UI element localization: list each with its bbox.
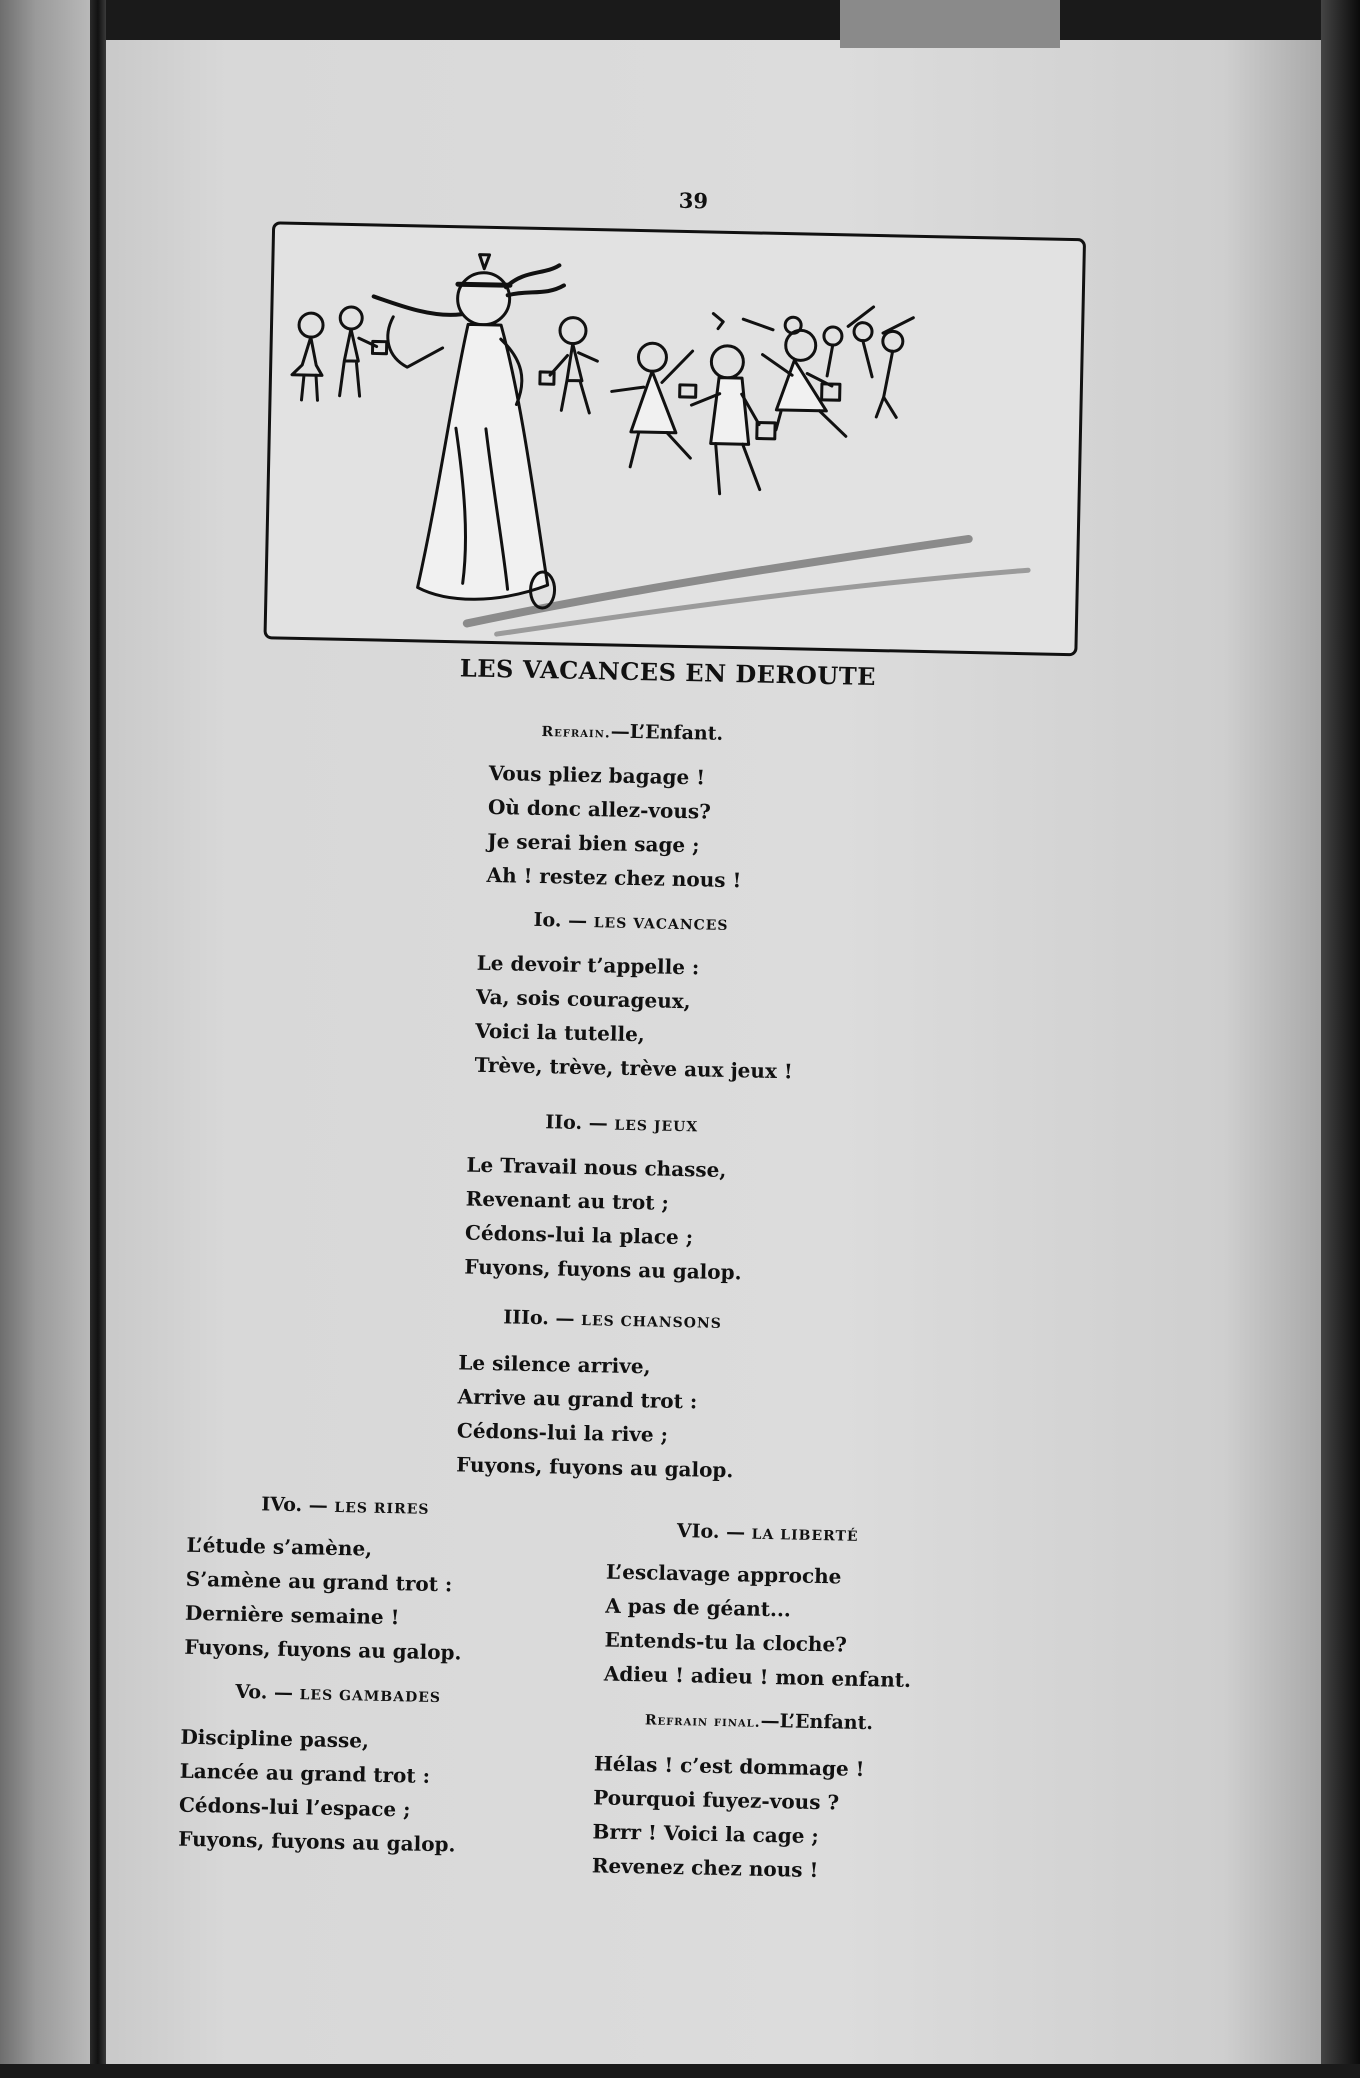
- stanza-heading-6: [677, 1520, 859, 1546]
- stanza-number: VIo. —: [676, 1520, 752, 1544]
- verse-line: Pourquoi fuyez-vous ?: [593, 1785, 840, 1815]
- verse-line: S’amène au grand trot :: [185, 1566, 453, 1597]
- stanza-heading-4: [261, 1493, 430, 1519]
- stanza-1: [474, 946, 795, 1089]
- verse-line: L’esclavage approche: [605, 1559, 842, 1589]
- illustration-drawing: [267, 224, 1083, 653]
- verse-line: Va, sois courageux,: [475, 984, 691, 1014]
- refrain-heading: [541, 719, 723, 745]
- stanza-name: LES CHANSONS: [580, 1313, 723, 1332]
- stanza-name: LES JEUX: [614, 1117, 699, 1136]
- stanza-heading-1: [533, 909, 728, 935]
- verse-line: Adieu ! adieu ! mon enfant.: [603, 1661, 912, 1692]
- stanza-number: IIIo. —: [503, 1306, 582, 1330]
- verse-line: Voici la tutelle,: [475, 1018, 646, 1047]
- verse-line: Fuyons, fuyons au galop.: [455, 1452, 734, 1483]
- verse-line: Cédons-lui la rive ;: [456, 1418, 669, 1447]
- verse-line: Revenant au trot ;: [465, 1186, 670, 1215]
- verse-line: Lancée au grand trot :: [179, 1758, 431, 1788]
- page-number: 39: [678, 187, 709, 214]
- final-refrain-label: Refrain final.: [644, 1712, 761, 1731]
- final-refrain-speaker: —L’Enfant.: [760, 1709, 874, 1735]
- verse-line: Je serai bien sage ;: [487, 828, 700, 858]
- stanza-name: LA LIBERTÉ: [751, 1526, 859, 1545]
- stanza-3: [456, 1345, 736, 1487]
- stanza-name: LES VACANCES: [593, 915, 729, 934]
- verse-line: Discipline passe,: [180, 1724, 370, 1753]
- verse-line: Fuyons, fuyons au galop.: [464, 1254, 742, 1285]
- poem-title: LES VACANCES EN DEROUTE: [459, 653, 877, 692]
- stanza-2: [464, 1148, 744, 1290]
- stanza-number: IVo. —: [261, 1493, 335, 1517]
- verse-line: Trève, trève, trève aux jeux !: [474, 1052, 793, 1084]
- stanza-number: IIo. —: [545, 1111, 615, 1135]
- verse-line: L’étude s’amène,: [186, 1532, 373, 1561]
- stanza-5: [178, 1720, 458, 1862]
- final-refrain-heading: [645, 1707, 874, 1734]
- stanza-heading-2: [545, 1111, 698, 1136]
- verse-line: Vous pliez bagage !: [488, 760, 706, 790]
- verse-line: Dernière semaine !: [184, 1600, 400, 1630]
- refrain-speaker: —L’Enfant.: [610, 720, 724, 745]
- stanza-number: Vo. —: [235, 1680, 300, 1705]
- stanza-heading-5: [235, 1681, 441, 1707]
- verse-line: Le silence arrive,: [458, 1350, 651, 1379]
- refrain-label: Refrain.: [541, 724, 611, 742]
- stanza-name: LES RIRES: [334, 1499, 430, 1518]
- verse-line: Cédons-lui l’espace ;: [178, 1792, 411, 1822]
- stanza-heading-3: [503, 1306, 722, 1333]
- verse-line: A pas de géant...: [605, 1593, 792, 1622]
- verse-line: Le devoir t’appelle :: [476, 950, 700, 980]
- verse-line: Arrive au grand trot :: [457, 1384, 698, 1414]
- verse-line: Brrr ! Voici la cage ;: [592, 1819, 820, 1849]
- stanza-6: [604, 1555, 914, 1697]
- verse-line: Entends-tu la cloche?: [604, 1627, 848, 1657]
- stanza-name: LES GAMBADES: [299, 1687, 442, 1707]
- illustration: [263, 221, 1086, 656]
- final-refrain-stanza: [592, 1746, 865, 1888]
- verse-line: Cédons-lui la place ;: [464, 1220, 694, 1250]
- verse-line: Fuyons, fuyons au galop.: [184, 1634, 462, 1665]
- verse-line: Hélas ! c’est dommage !: [593, 1751, 865, 1782]
- verse-line: Où donc allez-vous?: [487, 794, 712, 824]
- stanza-4: [184, 1528, 464, 1670]
- refrain-stanza: [486, 756, 744, 897]
- verse-line: Revenez chez nous !: [591, 1853, 819, 1883]
- verse-line: Fuyons, fuyons au galop.: [178, 1826, 456, 1857]
- verse-line: Ah ! restez chez nous !: [486, 862, 742, 893]
- stanza-number: Io. —: [533, 908, 594, 933]
- verse-line: Le Travail nous chasse,: [466, 1152, 727, 1183]
